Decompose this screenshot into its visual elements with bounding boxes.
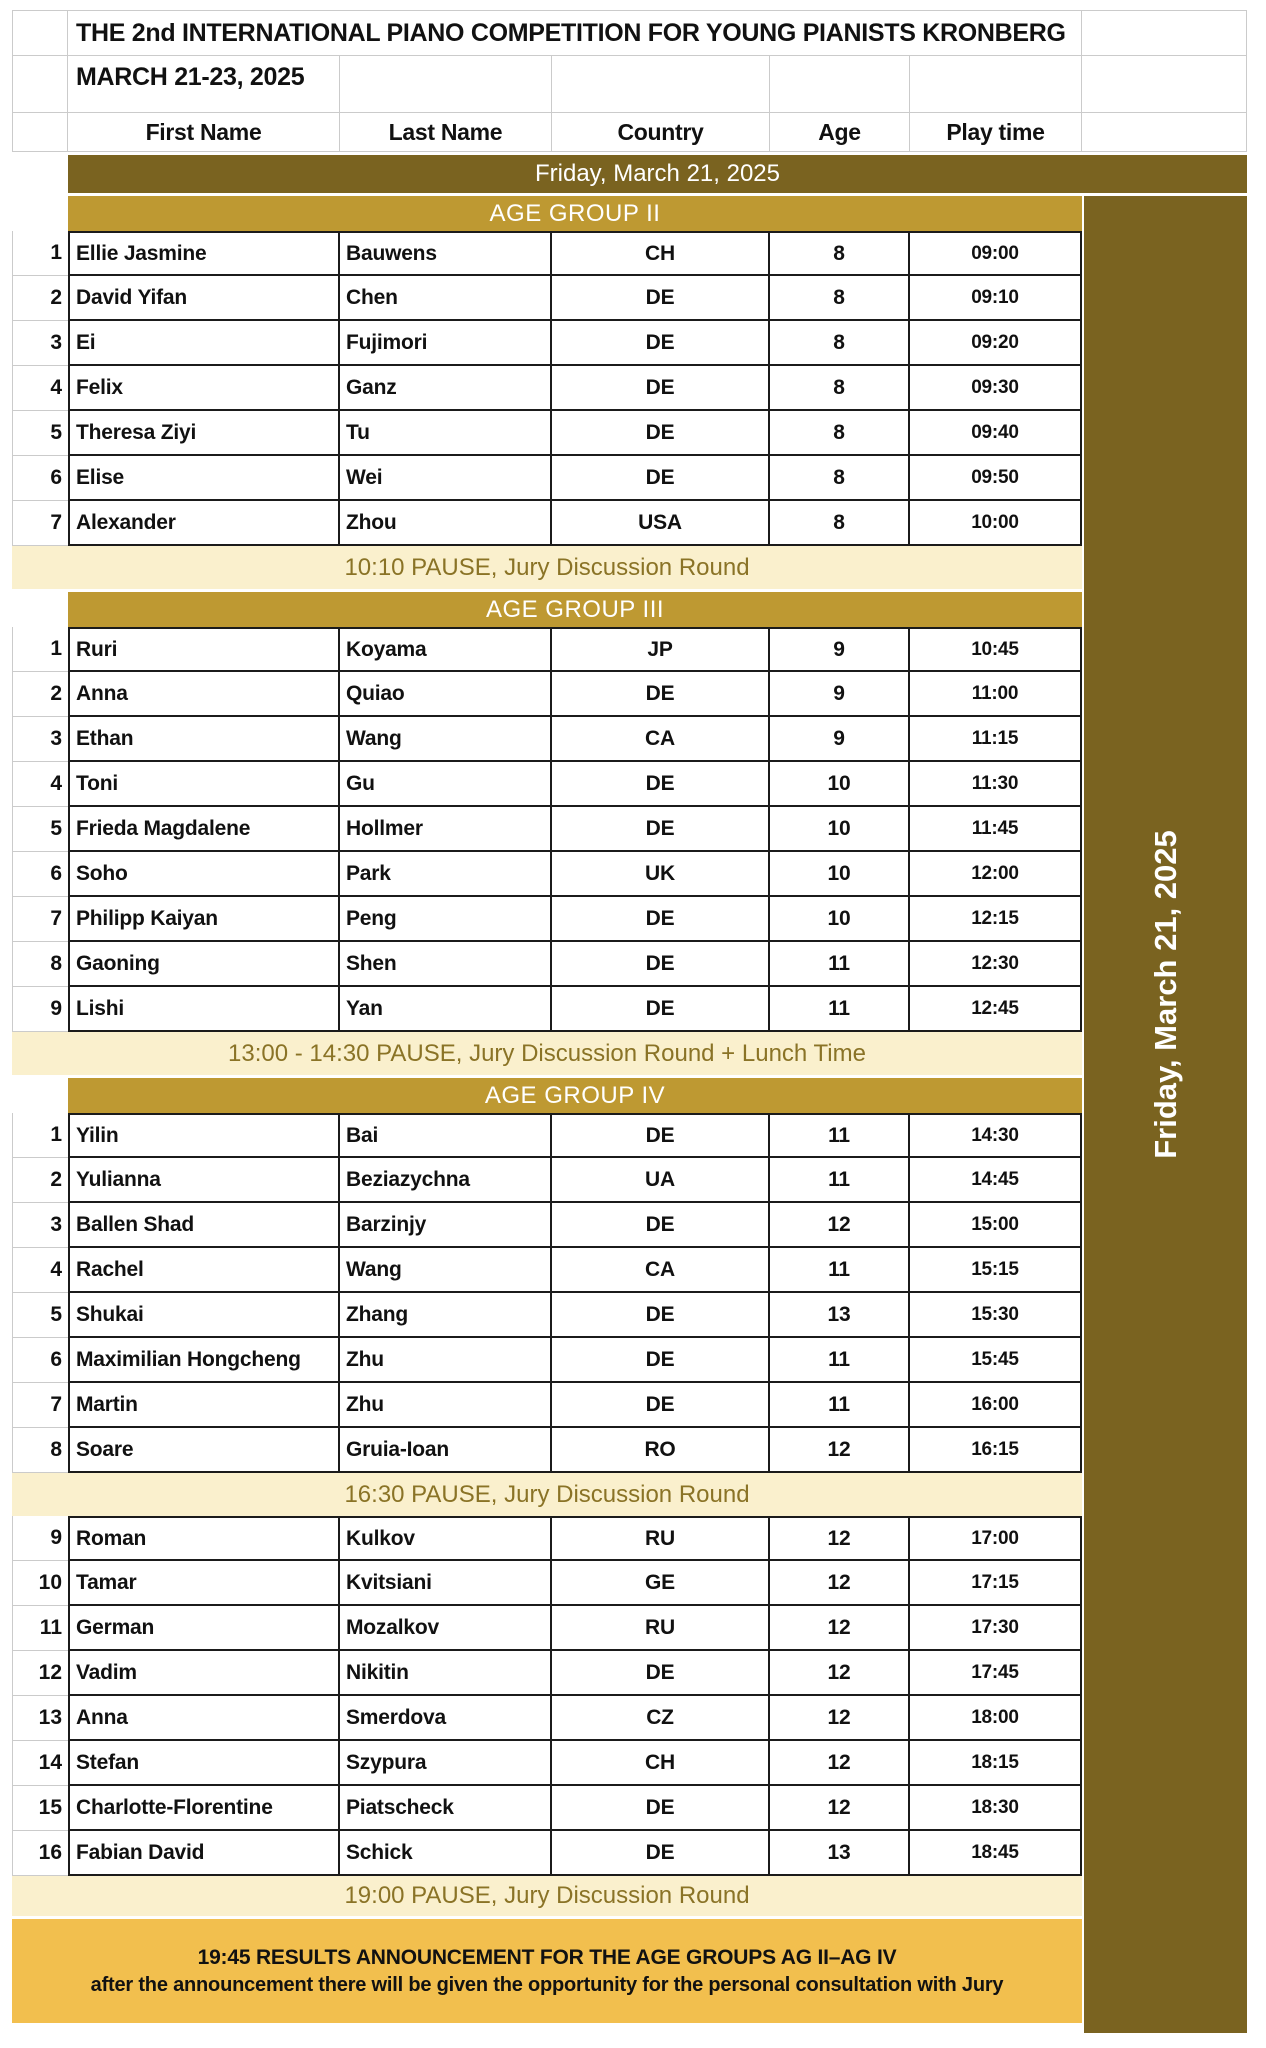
side-day-banner (1084, 196, 1247, 2033)
last-name-cell: Koyama (340, 627, 552, 672)
row-number: 5 (12, 411, 68, 456)
age-cell: 13 (770, 1831, 910, 1876)
date-row (12, 56, 1247, 113)
first-name-cell: Ellie Jasmine (68, 231, 340, 276)
country-cell: JP (552, 627, 770, 672)
age-cell: 10 (770, 807, 910, 852)
table-row (12, 501, 1247, 546)
play-time-cell: 11:00 (910, 672, 1082, 717)
last-name-cell: Zhang (340, 1293, 552, 1338)
first-name-cell: Anna (68, 1696, 340, 1741)
country-cell: DE (552, 411, 770, 456)
country-cell: DE (552, 762, 770, 807)
announcement-band (12, 1919, 1082, 2023)
column-header-row (12, 113, 1247, 152)
play-time-cell: 17:45 (910, 1651, 1082, 1696)
row-number: 1 (12, 1113, 68, 1158)
age-cell: 11 (770, 1248, 910, 1293)
table-row (12, 1651, 1247, 1696)
play-time-cell: 09:20 (910, 321, 1082, 366)
country-cell: DE (552, 456, 770, 501)
pause-band: 13:00 - 14:30 PAUSE, Jury Discussion Round + Lunch Time (12, 1032, 1082, 1075)
row-number: 5 (12, 807, 68, 852)
row-number: 3 (12, 1203, 68, 1248)
age-cell: 10 (770, 897, 910, 942)
first-name-cell: Maximilian Hongcheng (68, 1338, 340, 1383)
play-time-cell: 09:50 (910, 456, 1082, 501)
last-name-cell: Szypura (340, 1741, 552, 1786)
row-number: 7 (12, 501, 68, 546)
country-cell: RU (552, 1606, 770, 1651)
play-time-cell: 17:00 (910, 1516, 1082, 1561)
play-time-cell: 14:30 (910, 1113, 1082, 1158)
column-header-last-name: Last Name (340, 113, 552, 152)
play-time-cell: 17:15 (910, 1561, 1082, 1606)
age-cell: 12 (770, 1516, 910, 1561)
last-name-cell: Zhu (340, 1383, 552, 1428)
empty-cell (1082, 10, 1247, 56)
row-number: 14 (12, 1741, 68, 1786)
table-row (12, 897, 1247, 942)
table-row (12, 411, 1247, 456)
first-name-cell: Theresa Ziyi (68, 411, 340, 456)
pause-band: 10:10 PAUSE, Jury Discussion Round (12, 546, 1082, 589)
table-row (12, 1113, 1247, 1158)
age-cell: 11 (770, 1338, 910, 1383)
row-number: 4 (12, 366, 68, 411)
last-name-cell: Bauwens (340, 231, 552, 276)
country-cell: DE (552, 1338, 770, 1383)
last-name-cell: Wang (340, 1248, 552, 1293)
empty-cell (12, 56, 68, 113)
table-row (12, 366, 1247, 411)
empty-cell (1082, 113, 1247, 152)
age-group-band: AGE GROUP II (68, 196, 1082, 231)
table-row (12, 1516, 1247, 1561)
age-cell: 9 (770, 717, 910, 762)
first-name-cell: Tamar (68, 1561, 340, 1606)
participant-block (12, 231, 1247, 546)
first-name-cell: Frieda Magdalene (68, 807, 340, 852)
age-cell: 8 (770, 456, 910, 501)
last-name-cell: Chen (340, 276, 552, 321)
last-name-cell: Zhu (340, 1338, 552, 1383)
row-number: 12 (12, 1651, 68, 1696)
table-row (12, 1338, 1247, 1383)
last-name-cell: Schick (340, 1831, 552, 1876)
play-time-cell: 16:00 (910, 1383, 1082, 1428)
age-cell: 12 (770, 1696, 910, 1741)
last-name-cell: Yan (340, 987, 552, 1032)
play-time-cell: 10:45 (910, 627, 1082, 672)
last-name-cell: Park (340, 852, 552, 897)
column-header-play-time: Play time (910, 113, 1082, 152)
age-cell: 11 (770, 1158, 910, 1203)
age-cell: 12 (770, 1786, 910, 1831)
first-name-cell: German (68, 1606, 340, 1651)
play-time-cell: 15:15 (910, 1248, 1082, 1293)
table-row (12, 1428, 1247, 1473)
empty-cell (12, 113, 68, 152)
announcement-line-2: after the announcement there will be given the opportunity for the personal consultation with Jury (90, 1973, 1004, 1996)
row-number: 4 (12, 762, 68, 807)
participant-block (12, 627, 1247, 1032)
play-time-cell: 15:45 (910, 1338, 1082, 1383)
age-cell: 12 (770, 1561, 910, 1606)
last-name-cell: Peng (340, 897, 552, 942)
row-number: 6 (12, 852, 68, 897)
table-row (12, 1248, 1247, 1293)
country-cell: DE (552, 1831, 770, 1876)
first-name-cell: Yilin (68, 1113, 340, 1158)
table-row (12, 1561, 1247, 1606)
play-time-cell: 12:15 (910, 897, 1082, 942)
country-cell: DE (552, 897, 770, 942)
first-name-cell: Ballen Shad (68, 1203, 340, 1248)
date-range: MARCH 21-23, 2025 (68, 56, 340, 113)
row-number: 4 (12, 1248, 68, 1293)
country-cell: CA (552, 1248, 770, 1293)
empty-corner-cell (12, 10, 68, 56)
first-name-cell: Anna (68, 672, 340, 717)
table-row (12, 1786, 1247, 1831)
participant-block (12, 1516, 1247, 1876)
age-cell: 9 (770, 672, 910, 717)
row-number: 9 (12, 1516, 68, 1561)
age-cell: 8 (770, 321, 910, 366)
table-row (12, 942, 1247, 987)
play-time-cell: 18:15 (910, 1741, 1082, 1786)
play-time-cell: 15:30 (910, 1293, 1082, 1338)
row-number: 13 (12, 1696, 68, 1741)
page-title: THE 2nd INTERNATIONAL PIANO COMPETITION FOR YOUNG PIANISTS KRONBERG (68, 10, 1082, 56)
play-time-cell: 18:45 (910, 1831, 1082, 1876)
first-name-cell: Charlotte-Florentine (68, 1786, 340, 1831)
row-number: 3 (12, 321, 68, 366)
column-header-country: Country (552, 113, 770, 152)
row-number: 6 (12, 456, 68, 501)
table-row (12, 1696, 1247, 1741)
first-name-cell: Yulianna (68, 1158, 340, 1203)
first-name-cell: Toni (68, 762, 340, 807)
country-cell: DE (552, 1383, 770, 1428)
play-time-cell: 11:15 (910, 717, 1082, 762)
last-name-cell: Hollmer (340, 807, 552, 852)
table-row (12, 1293, 1247, 1338)
pause-band: 19:00 PAUSE, Jury Discussion Round (12, 1876, 1082, 1916)
last-name-cell: Beziazychna (340, 1158, 552, 1203)
last-name-cell: Gu (340, 762, 552, 807)
first-name-cell: Ruri (68, 627, 340, 672)
country-cell: DE (552, 321, 770, 366)
table-row (12, 852, 1247, 897)
first-name-cell: Ei (68, 321, 340, 366)
last-name-cell: Wei (340, 456, 552, 501)
last-name-cell: Kulkov (340, 1516, 552, 1561)
row-number: 8 (12, 942, 68, 987)
row-number: 9 (12, 987, 68, 1032)
age-cell: 8 (770, 231, 910, 276)
empty-cell (340, 56, 552, 113)
empty-cell (770, 56, 910, 113)
first-name-cell: Roman (68, 1516, 340, 1561)
age-cell: 13 (770, 1293, 910, 1338)
table-row (12, 1831, 1247, 1876)
play-time-cell: 18:30 (910, 1786, 1082, 1831)
first-name-cell: Shukai (68, 1293, 340, 1338)
row-number: 1 (12, 231, 68, 276)
age-cell: 10 (770, 852, 910, 897)
country-cell: UK (552, 852, 770, 897)
play-time-cell: 14:45 (910, 1158, 1082, 1203)
age-cell: 12 (770, 1651, 910, 1696)
first-name-cell: Soare (68, 1428, 340, 1473)
age-group-band: AGE GROUP IV (68, 1078, 1082, 1113)
age-cell: 12 (770, 1606, 910, 1651)
first-name-cell: Martin (68, 1383, 340, 1428)
last-name-cell: Piatscheck (340, 1786, 552, 1831)
first-name-cell: Soho (68, 852, 340, 897)
age-cell: 8 (770, 276, 910, 321)
row-number: 3 (12, 717, 68, 762)
table-row (12, 1741, 1247, 1786)
country-cell: UA (552, 1158, 770, 1203)
pause-band: 16:30 PAUSE, Jury Discussion Round (12, 1473, 1082, 1516)
play-time-cell: 15:00 (910, 1203, 1082, 1248)
last-name-cell: Nikitin (340, 1651, 552, 1696)
table-row (12, 276, 1247, 321)
play-time-cell: 09:00 (910, 231, 1082, 276)
country-cell: DE (552, 1113, 770, 1158)
first-name-cell: Rachel (68, 1248, 340, 1293)
column-header-first-name: First Name (68, 113, 340, 152)
country-cell: DE (552, 942, 770, 987)
country-cell: DE (552, 1786, 770, 1831)
play-time-cell: 09:10 (910, 276, 1082, 321)
country-cell: DE (552, 1203, 770, 1248)
table-row (12, 321, 1247, 366)
first-name-cell: Philipp Kaiyan (68, 897, 340, 942)
table-row (12, 672, 1247, 717)
last-name-cell: Bai (340, 1113, 552, 1158)
row-number: 8 (12, 1428, 68, 1473)
row-number: 1 (12, 627, 68, 672)
country-cell: DE (552, 987, 770, 1032)
play-time-cell: 11:45 (910, 807, 1082, 852)
age-cell: 12 (770, 1741, 910, 1786)
empty-cell (1082, 56, 1247, 113)
row-number: 7 (12, 897, 68, 942)
table-row (12, 717, 1247, 762)
play-time-cell: 09:40 (910, 411, 1082, 456)
country-cell: RO (552, 1428, 770, 1473)
play-time-cell: 12:30 (910, 942, 1082, 987)
last-name-cell: Barzinjy (340, 1203, 552, 1248)
age-cell: 8 (770, 366, 910, 411)
table-row (12, 1383, 1247, 1428)
play-time-cell: 12:45 (910, 987, 1082, 1032)
table-row (12, 456, 1247, 501)
side-day-banner-label: Friday, March 21, 2025 (1147, 830, 1183, 1159)
last-name-cell: Wang (340, 717, 552, 762)
first-name-cell: Alexander (68, 501, 340, 546)
table-row (12, 1203, 1247, 1248)
schedule-sheet (12, 10, 1247, 2023)
first-name-cell: Lishi (68, 987, 340, 1032)
row-number: 6 (12, 1338, 68, 1383)
table-row (12, 762, 1247, 807)
first-name-cell: Stefan (68, 1741, 340, 1786)
row-number: 15 (12, 1786, 68, 1831)
row-number: 2 (12, 672, 68, 717)
last-name-cell: Gruia-Ioan (340, 1428, 552, 1473)
first-name-cell: Ethan (68, 717, 340, 762)
country-cell: CZ (552, 1696, 770, 1741)
play-time-cell: 12:00 (910, 852, 1082, 897)
first-name-cell: Vadim (68, 1651, 340, 1696)
last-name-cell: Quiao (340, 672, 552, 717)
row-number: 7 (12, 1383, 68, 1428)
country-cell: DE (552, 672, 770, 717)
first-name-cell: Felix (68, 366, 340, 411)
play-time-cell: 10:00 (910, 501, 1082, 546)
row-number: 11 (12, 1606, 68, 1651)
country-cell: CH (552, 231, 770, 276)
country-cell: USA (552, 501, 770, 546)
age-group-band: AGE GROUP III (68, 592, 1082, 627)
age-cell: 10 (770, 762, 910, 807)
table-row (12, 807, 1247, 852)
age-cell: 11 (770, 1383, 910, 1428)
announcement-line-1: 19:45 RESULTS ANNOUNCEMENT FOR THE AGE GROUPS AG II–AG IV (197, 1945, 897, 1969)
country-cell: CH (552, 1741, 770, 1786)
table-row (12, 627, 1247, 672)
country-cell: CA (552, 717, 770, 762)
country-cell: RU (552, 1516, 770, 1561)
table-row (12, 231, 1247, 276)
day-banner: Friday, March 21, 2025 (68, 155, 1247, 193)
first-name-cell: Gaoning (68, 942, 340, 987)
age-cell: 8 (770, 411, 910, 456)
age-cell: 12 (770, 1203, 910, 1248)
last-name-cell: Kvitsiani (340, 1561, 552, 1606)
row-number: 10 (12, 1561, 68, 1606)
age-cell: 11 (770, 987, 910, 1032)
participant-block (12, 1113, 1247, 1473)
country-cell: DE (552, 276, 770, 321)
empty-cell (552, 56, 770, 113)
first-name-cell: Elise (68, 456, 340, 501)
play-time-cell: 18:00 (910, 1696, 1082, 1741)
last-name-cell: Mozalkov (340, 1606, 552, 1651)
first-name-cell: Fabian David (68, 1831, 340, 1876)
last-name-cell: Zhou (340, 501, 552, 546)
age-cell: 12 (770, 1428, 910, 1473)
play-time-cell: 09:30 (910, 366, 1082, 411)
schedule-sections (12, 196, 1247, 1916)
column-header-age: Age (770, 113, 910, 152)
age-cell: 8 (770, 501, 910, 546)
play-time-cell: 17:30 (910, 1606, 1082, 1651)
age-cell: 11 (770, 942, 910, 987)
last-name-cell: Smerdova (340, 1696, 552, 1741)
country-cell: DE (552, 807, 770, 852)
last-name-cell: Tu (340, 411, 552, 456)
table-row (12, 987, 1247, 1032)
row-number: 5 (12, 1293, 68, 1338)
last-name-cell: Shen (340, 942, 552, 987)
last-name-cell: Ganz (340, 366, 552, 411)
country-cell: DE (552, 366, 770, 411)
country-cell: DE (552, 1293, 770, 1338)
play-time-cell: 16:15 (910, 1428, 1082, 1473)
first-name-cell: David Yifan (68, 276, 340, 321)
play-time-cell: 11:30 (910, 762, 1082, 807)
table-row (12, 1158, 1247, 1203)
table-row (12, 1606, 1247, 1651)
empty-cell (910, 56, 1082, 113)
row-number: 2 (12, 1158, 68, 1203)
country-cell: GE (552, 1561, 770, 1606)
age-cell: 9 (770, 627, 910, 672)
title-row (12, 10, 1247, 56)
last-name-cell: Fujimori (340, 321, 552, 366)
row-number: 2 (12, 276, 68, 321)
age-cell: 11 (770, 1113, 910, 1158)
country-cell: DE (552, 1651, 770, 1696)
row-number: 16 (12, 1831, 68, 1876)
